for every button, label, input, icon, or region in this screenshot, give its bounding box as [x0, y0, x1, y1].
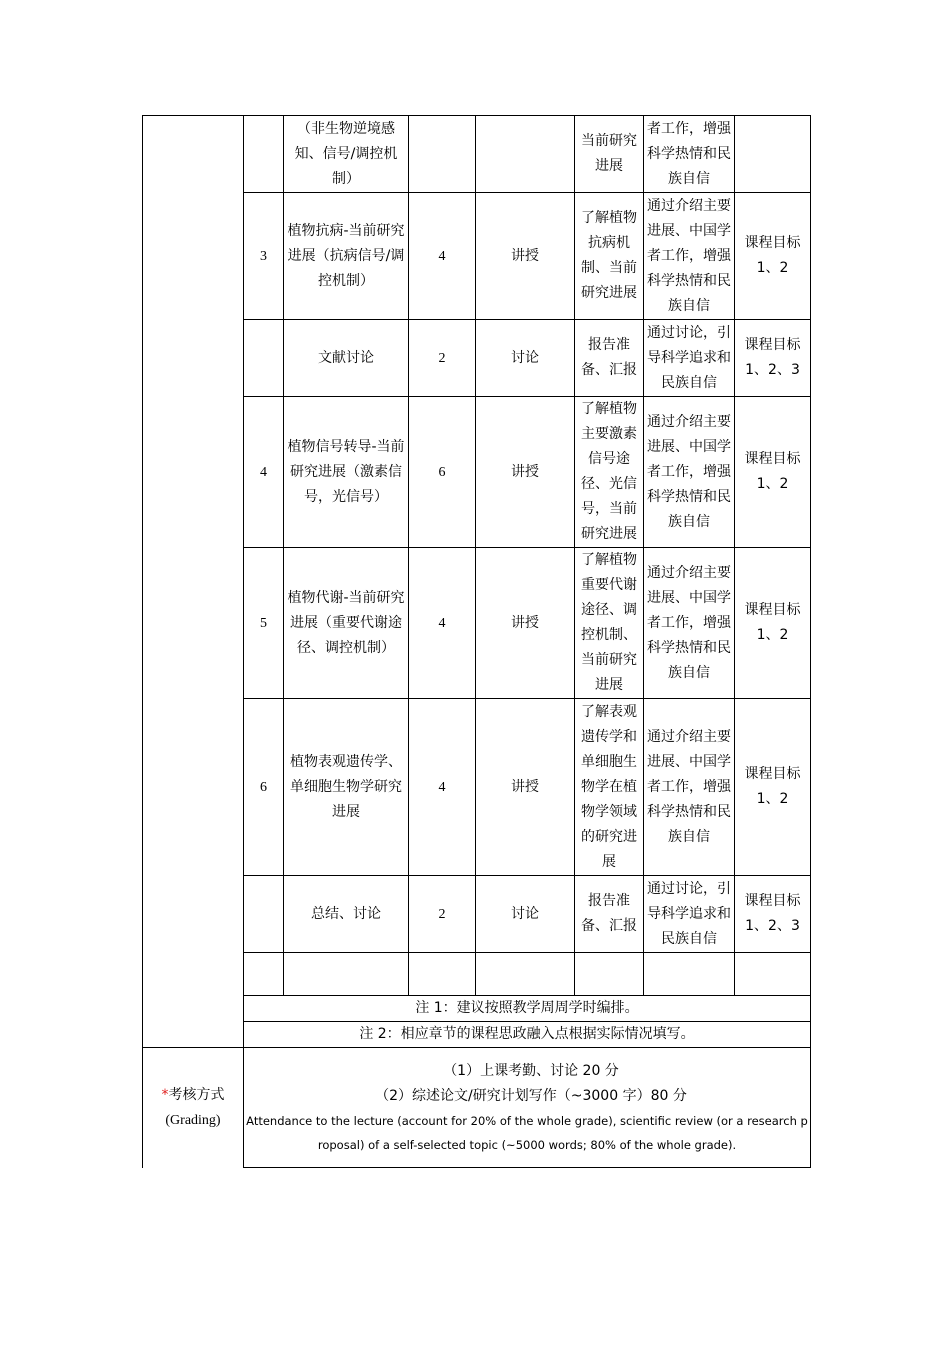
row-index: 3 [244, 193, 284, 320]
required-mark: * [161, 1086, 169, 1103]
row-ideology: 通过介绍主要进展、中国学者工作，增强科学热情和民族自信 [644, 548, 735, 699]
row-goal: 了解表观遗传学和单细胞生物学在植物学领域的研究进展 [575, 699, 644, 876]
table-row [143, 116, 811, 193]
row-topic: 植物信号转导-当前研究进展（激素信号，光信号） [284, 397, 409, 548]
row-index [244, 320, 284, 397]
note-1: 注 1：建议按照教学周周学时编排。 [244, 996, 811, 1022]
empty-cell [735, 953, 811, 996]
row-topic: 植物表观遗传学、单细胞生物学研究进展 [284, 699, 409, 876]
row-hours: 4 [409, 699, 476, 876]
grading-english: Attendance to the lecture (account for 20% of the whole grade), scientific review (or a research proposal) of a self-selected topic (~5000 words; 80% of the whole grade). [246, 1113, 808, 1152]
row-hours: 4 [409, 193, 476, 320]
note-row [143, 1022, 811, 1048]
row-topic: （非生物逆境感知、信号/调控机制） [284, 116, 409, 193]
table-row [143, 876, 811, 953]
row-method: 讲授 [476, 397, 575, 548]
grading-label-en: (Grading) [165, 1112, 221, 1128]
row-target: 课程目标1、2 [735, 397, 811, 548]
grading-row [143, 1048, 811, 1168]
row-method: 讨论 [476, 320, 575, 397]
course-schedule-table [142, 115, 811, 1168]
row-topic: 总结、讨论 [284, 876, 409, 953]
row-hours: 2 [409, 876, 476, 953]
table-row [143, 548, 811, 699]
table-row [143, 193, 811, 320]
grading-content [244, 1048, 811, 1168]
row-target: 课程目标1、2、3 [735, 320, 811, 397]
row-method [476, 116, 575, 193]
row-target: 课程目标1、2 [735, 699, 811, 876]
empty-cell [575, 953, 644, 996]
row-topic: 植物抗病-当前研究进展（抗病信号/调控机制） [284, 193, 409, 320]
row-ideology: 通过介绍主要进展、中国学者工作，增强科学热情和民族自信 [644, 193, 735, 320]
row-goal: 了解植物抗病机制、当前研究进展 [575, 193, 644, 320]
row-index [244, 116, 284, 193]
row-target: 课程目标1、2 [735, 548, 811, 699]
row-hours: 2 [409, 320, 476, 397]
row-target: 课程目标1、2、3 [735, 876, 811, 953]
row-method: 讨论 [476, 876, 575, 953]
grading-label: 考核方式 [168, 1086, 225, 1103]
empty-cell [409, 953, 476, 996]
row-target: 课程目标1、2 [735, 193, 811, 320]
row-hours: 4 [409, 548, 476, 699]
grading-item-2: （2）综述论文/研究计划写作（~3000 字）80 分 [375, 1087, 687, 1104]
grading-item-1: （1）上课考勤、讨论 20 分 [443, 1062, 619, 1079]
row-ideology: 者工作，增强科学热情和民族自信 [644, 116, 735, 193]
row-topic: 植物代谢-当前研究进展（重要代谢途径、调控机制） [284, 548, 409, 699]
row-goal: 了解植物主要激素信号途径、光信号，当前研究进展 [575, 397, 644, 548]
row-method: 讲授 [476, 699, 575, 876]
row-hours [409, 116, 476, 193]
table-row [143, 320, 811, 397]
empty-cell [476, 953, 575, 996]
table-row [143, 397, 811, 548]
empty-cell [644, 953, 735, 996]
row-index: 5 [244, 548, 284, 699]
row-index: 4 [244, 397, 284, 548]
row-hours: 6 [409, 397, 476, 548]
row-ideology: 通过介绍主要进展、中国学者工作，增强科学热情和民族自信 [644, 397, 735, 548]
note-2: 注 2：相应章节的课程思政融入点根据实际情况填写。 [244, 1022, 811, 1048]
row-ideology: 通过讨论，引导科学追求和民族自信 [644, 320, 735, 397]
note-row [143, 996, 811, 1022]
row-goal: 当前研究进展 [575, 116, 644, 193]
empty-cell [244, 953, 284, 996]
row-goal: 了解植物重要代谢途径、调控机制、当前研究进展 [575, 548, 644, 699]
empty-cell [284, 953, 409, 996]
row-index: 6 [244, 699, 284, 876]
row-ideology: 通过介绍主要进展、中国学者工作，增强科学热情和民族自信 [644, 699, 735, 876]
row-ideology: 通过讨论，引导科学追求和民族自信 [644, 876, 735, 953]
table-row [143, 699, 811, 876]
row-goal: 报告准备、汇报 [575, 320, 644, 397]
row-goal: 报告准备、汇报 [575, 876, 644, 953]
empty-row [143, 953, 811, 996]
row-target [735, 116, 811, 193]
row-topic: 文献讨论 [284, 320, 409, 397]
row-method: 讲授 [476, 548, 575, 699]
left-label-column [143, 116, 244, 1048]
grading-label-cell [143, 1048, 244, 1168]
row-method: 讲授 [476, 193, 575, 320]
row-index [244, 876, 284, 953]
